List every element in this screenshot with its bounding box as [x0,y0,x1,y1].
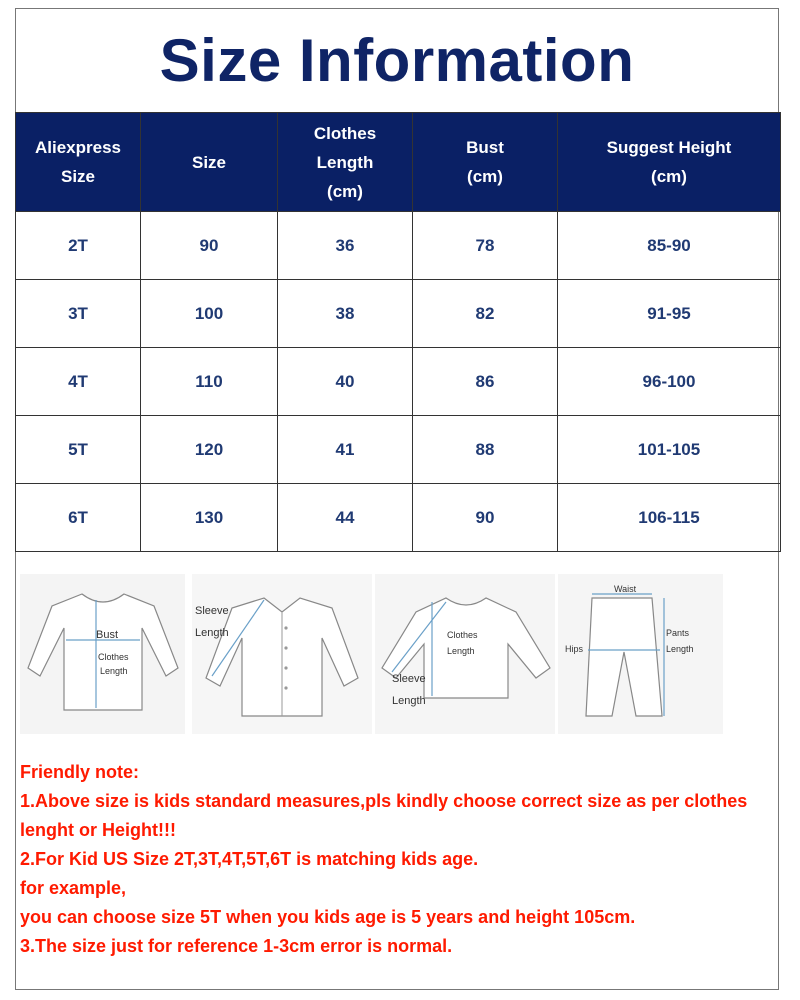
table-cell: 90 [413,484,558,552]
button-dot [284,666,287,669]
bust-label: Bust [96,629,119,641]
table-cell: 40 [278,348,413,416]
table-cell: 78 [413,212,558,280]
table-cell: 91-95 [558,280,781,348]
note-heading: Friendly note: [20,762,140,782]
friendly-notes [20,758,775,961]
table-cell: 44 [278,484,413,552]
table-cell: 130 [141,484,278,552]
table-cell: 100 [141,280,278,348]
table-cell: 101-105 [558,416,781,484]
size-table [15,112,781,552]
clothes-length-label: Length [447,646,475,656]
header-clothes-length: Clothes Length (cm) [278,113,413,212]
table-row [16,280,781,348]
clothes-length-label: Clothes [447,630,478,640]
table-cell: 41 [278,416,413,484]
table-cell: 3T [16,280,141,348]
table-cell: 106-115 [558,484,781,552]
table-cell: 5T [16,416,141,484]
page-title: Size Information [159,26,635,94]
raglan-diagram [375,574,555,734]
table-row [16,416,781,484]
table-cell: 2T [16,212,141,280]
button-dot [284,646,287,649]
note-line: 3.The size just for reference 1-3cm error is normal. [20,936,453,956]
table-cell: 120 [141,416,278,484]
pants-length-label: Pants [666,628,690,638]
waist-label: Waist [614,584,637,594]
table-row [16,484,781,552]
pants-diagram [558,574,723,734]
note-line: 2.For Kid US Size 2T,3T,4T,5T,6T is matching kids age. [20,849,479,869]
table-cell: 96-100 [558,348,781,416]
sleeve-label: Length [195,627,229,639]
header-suggest-height: Suggest Height (cm) [558,113,781,212]
hips-label: Hips [565,644,584,654]
sleeve-label: Sleeve [392,673,426,685]
table-cell: 38 [278,280,413,348]
note-line: 1.Above size is kids standard measures,pls kindly choose correct size as per clothes lenght or Height!!! [20,791,748,840]
table-cell: 86 [413,348,558,416]
table-cell: 90 [141,212,278,280]
note-line: for example, [20,878,127,898]
header-aliexpress-size: Aliexpress Size [16,113,141,212]
table-cell: 4T [16,348,141,416]
shirt-bust-diagram [20,574,185,734]
table-cell: 36 [278,212,413,280]
table-cell: 6T [16,484,141,552]
clothes-length-label: Length [100,666,128,676]
clothes-length-label: Clothes [98,652,129,662]
measurement-diagrams [20,568,780,748]
button-dot [284,686,287,689]
table-cell: 88 [413,416,558,484]
table-cell: 82 [413,280,558,348]
sleeve-label: Sleeve [195,605,229,617]
table-cell: 85-90 [558,212,781,280]
table-cell: 110 [141,348,278,416]
table-row [16,348,781,416]
sleeve-label: Length [392,695,426,707]
button-dot [284,626,287,629]
pants-length-label: Length [666,644,694,654]
size-table-header-row [16,113,781,212]
header-bust: Bust (cm) [413,113,558,212]
table-row [16,212,781,280]
note-line: you can choose size 5T when you kids age is 5 years and height 105cm. [20,907,636,927]
shirt-sleeve-diagram [192,574,372,734]
header-size: Size [141,113,278,212]
